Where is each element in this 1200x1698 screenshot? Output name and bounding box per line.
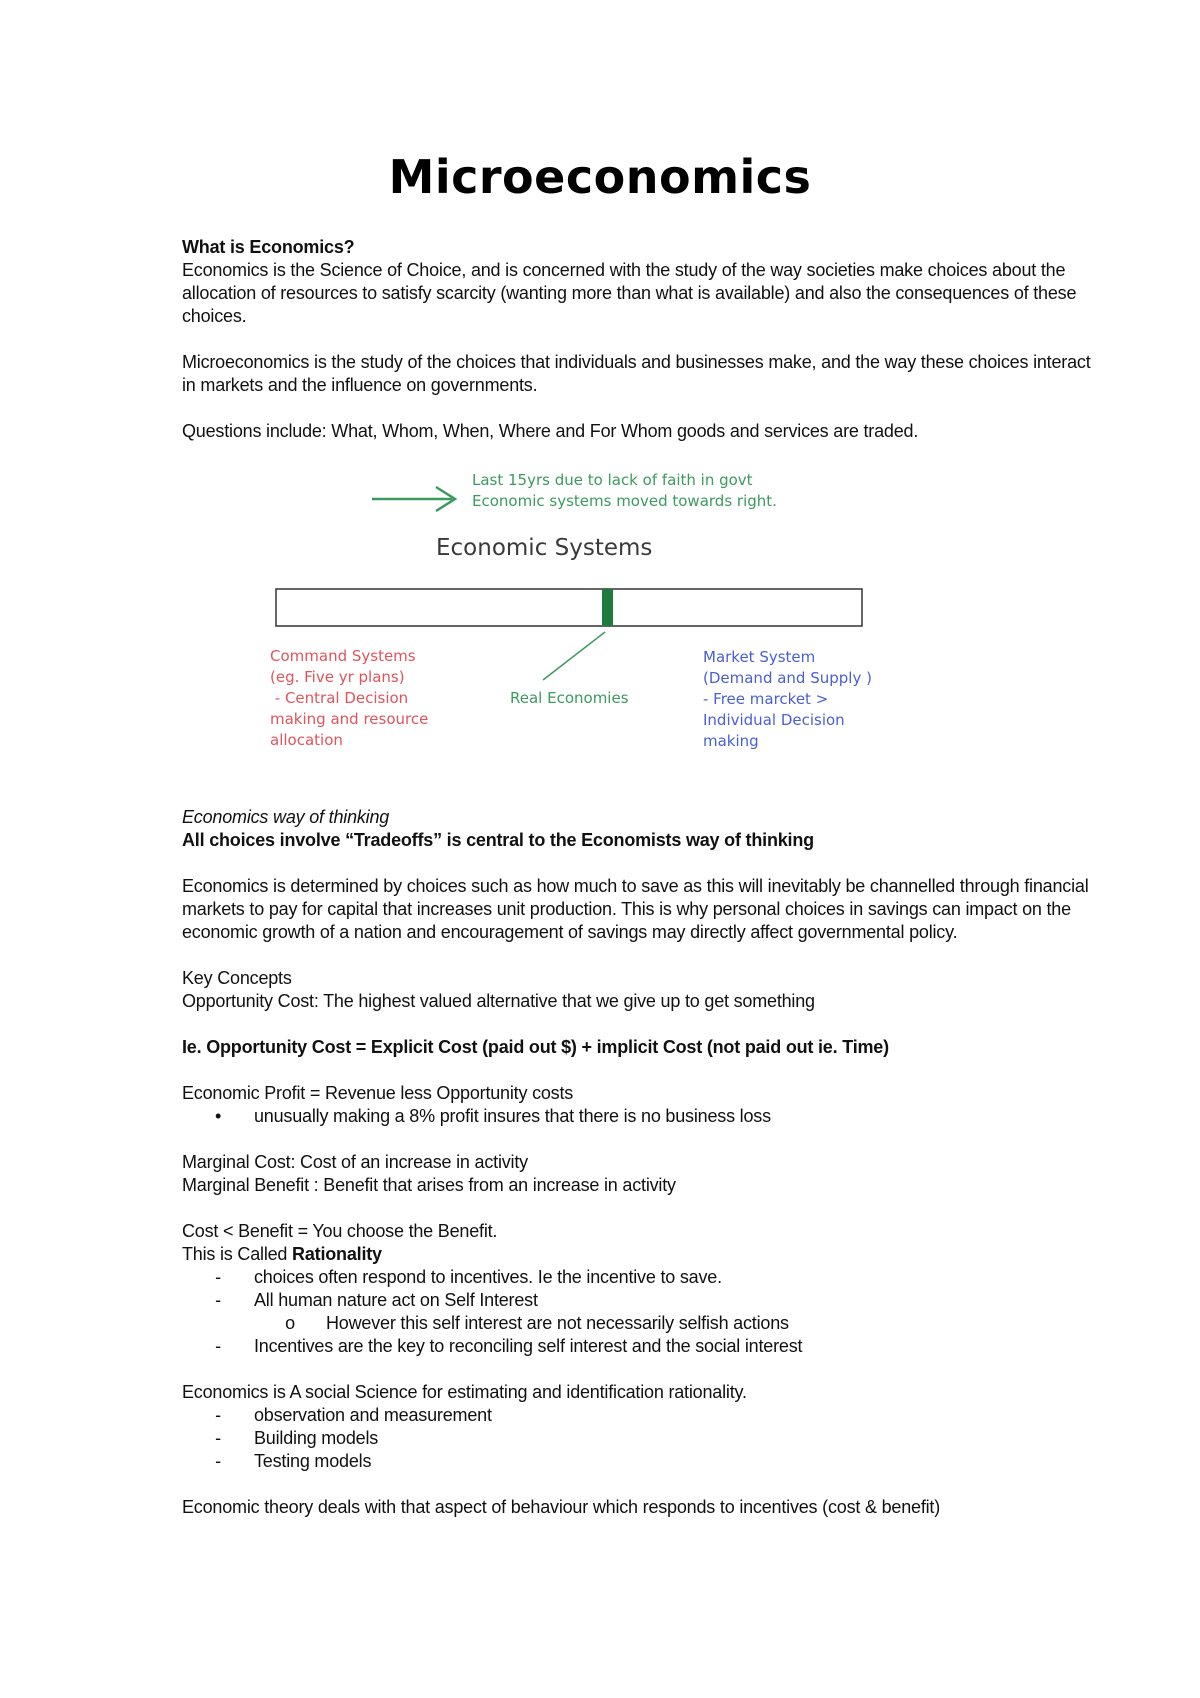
- spectrum-bar: [276, 589, 862, 626]
- command-line: (eg. Five yr plans): [270, 668, 405, 686]
- list-item: [182, 1404, 1102, 1427]
- list-item-text: All human nature act on Self Interest: [254, 1290, 538, 1310]
- command-line: making and resource: [270, 710, 429, 728]
- command-line: Command Systems: [270, 647, 416, 665]
- dash-marker: -: [215, 1336, 221, 1356]
- trend-note-line-1: Last 15yrs due to lack of faith in govt: [472, 471, 753, 489]
- bullet-marker: •: [214, 1106, 222, 1126]
- intro-paragraph-1: Economics is the Science of Choice, and is concerned with the study of the way societies make choices about the allocation of resources to satisfy scarcity (wanting more than what is available) and also the consequences of these choices.: [182, 260, 1077, 326]
- dash-marker: -: [215, 1290, 221, 1310]
- dash-marker: -: [215, 1405, 221, 1425]
- sub-list-item: [182, 1312, 1102, 1335]
- trend-note-line-2: Economic systems moved towards right.: [472, 492, 777, 510]
- marginal-benefit-definition: Marginal Benefit : Benefit that arises from an increase in activity: [182, 1175, 676, 1195]
- real-economies-label: Real Economies: [510, 689, 629, 707]
- key-concepts-heading: Key Concepts: [182, 968, 292, 988]
- economic-theory-statement: Economic theory deals with that aspect of behaviour which responds to incentives (cost & benefit): [182, 1497, 941, 1517]
- market-line: - Free marcket >: [703, 690, 829, 708]
- market-line: Individual Decision: [703, 711, 845, 729]
- intro-heading: What is Economics?: [182, 237, 355, 257]
- economic-profit-definition: Economic Profit = Revenue less Opportunity costs: [182, 1083, 574, 1103]
- intro-section: [182, 236, 1102, 443]
- list-item-text: Building models: [254, 1428, 379, 1448]
- savings-paragraph: Economics is determined by choices such as how much to save as this will inevitably be channelled through financial markets to pay for capital that increases unit production. This is why personal choices in savings can impact on the economic growth of a nation and encouragement of savings may directly affect governmental policy.: [182, 876, 1089, 942]
- intro-paragraph-3: Questions include: What, Whom, When, Where and For Whom goods and services are traded.: [182, 421, 919, 441]
- economic-systems-diagram: [0, 460, 1200, 770]
- dash-marker: -: [215, 1428, 221, 1448]
- list-item: [182, 1335, 1102, 1358]
- social-science-statement: Economics is A social Science for estimating and identification rationality.: [182, 1382, 747, 1402]
- list-item-text: unusually making a 8% profit insures that there is no business loss: [254, 1106, 771, 1126]
- intro-paragraph-2: Microeconomics is the study of the choices that individuals and businesses make, and the way these choices interact in markets and the influence on governments.: [182, 352, 1091, 395]
- list-item-text: However this self interest are not necessarily selfish actions: [326, 1313, 789, 1333]
- list-item: [182, 1427, 1102, 1450]
- market-line: Market System: [703, 648, 816, 666]
- list-item: [182, 1105, 1102, 1128]
- market-line: (Demand and Supply ): [703, 669, 872, 687]
- real-economy-marker: [602, 589, 613, 626]
- list-item-text: choices often respond to incentives. Ie the incentive to save.: [254, 1267, 722, 1287]
- command-line: - Central Decision: [270, 689, 409, 707]
- page-title: Microeconomics: [388, 150, 812, 204]
- real-economies-pointer: [543, 632, 605, 680]
- marginal-cost-definition: Marginal Cost: Cost of an increase in activity: [182, 1152, 528, 1172]
- command-systems-label: [270, 646, 428, 751]
- dash-marker: -: [215, 1267, 221, 1287]
- tradeoffs-statement: All choices involve “Tradeoffs” is central to the Economists way of thinking: [182, 830, 814, 850]
- market-line: making: [703, 732, 759, 750]
- list-item: [182, 1289, 1102, 1312]
- dash-marker: -: [215, 1451, 221, 1471]
- list-item: [182, 1450, 1102, 1473]
- list-item-text: observation and measurement: [254, 1405, 492, 1425]
- list-item: [182, 1266, 1102, 1289]
- rationality-prefix: This is Called: [182, 1244, 293, 1264]
- thinking-heading: Economics way of thinking: [182, 807, 390, 827]
- sub-bullet-marker: o: [285, 1313, 295, 1333]
- market-system-label: [703, 647, 872, 752]
- diagram-title: Economic Systems: [436, 535, 653, 561]
- opportunity-cost-formula: Ie. Opportunity Cost = Explicit Cost (paid out $) + implicit Cost (not paid out ie. Time): [182, 1037, 889, 1057]
- list-item-text: Incentives are the key to reconciling self interest and the social interest: [254, 1336, 803, 1356]
- trend-note: [472, 470, 777, 512]
- rationality-line: [182, 1243, 1102, 1266]
- rationality-term: Rationality: [292, 1244, 382, 1264]
- opportunity-cost-definition: Opportunity Cost: The highest valued alternative that we give up to get something: [182, 991, 815, 1011]
- cost-benefit-rule: Cost < Benefit = You choose the Benefit.: [182, 1221, 498, 1241]
- list-item-text: Testing models: [254, 1451, 372, 1471]
- concepts-section: [182, 806, 1102, 1519]
- command-line: allocation: [270, 731, 343, 749]
